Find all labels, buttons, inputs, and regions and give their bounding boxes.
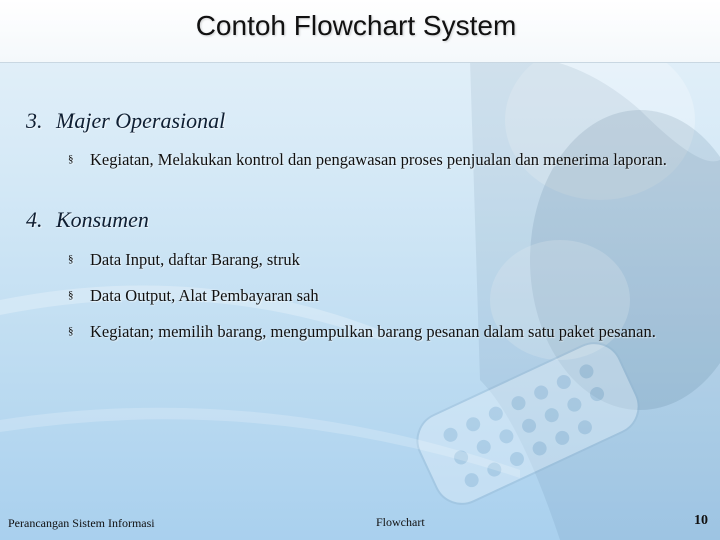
section-heading-majer-operasional bbox=[26, 108, 225, 134]
bullet-item bbox=[68, 248, 698, 271]
bullet-text: Kegiatan; memilih barang, mengumpulkan barang pesanan dalam satu paket pesanan. bbox=[90, 322, 656, 341]
section-number: 3. bbox=[26, 108, 43, 133]
section-number: 4. bbox=[26, 207, 43, 232]
bullet-item bbox=[68, 320, 698, 343]
bullet-icon: § bbox=[68, 253, 74, 265]
bullet-icon: § bbox=[68, 325, 74, 337]
bullet-text: Data Output, Alat Pembayaran sah bbox=[90, 286, 319, 305]
bullet-item bbox=[68, 148, 698, 171]
footer-topic: Flowchart bbox=[376, 515, 425, 529]
section-heading-konsumen bbox=[26, 207, 149, 233]
section-title: Konsumen bbox=[56, 207, 149, 232]
bullet-text: Data Input, daftar Barang, struk bbox=[90, 250, 300, 269]
bullet-icon: § bbox=[68, 289, 74, 301]
bullet-icon: § bbox=[68, 153, 74, 165]
page-number: 10 bbox=[694, 513, 708, 528]
footer-course-title: Perancangan Sistem Informasi bbox=[8, 516, 155, 530]
section-title: Majer Operasional bbox=[56, 108, 226, 133]
slide-title: Contoh Flowchart System bbox=[195, 10, 517, 41]
bullet-text: Kegiatan, Melakukan kontrol dan pengawasan proses penjualan dan menerima laporan. bbox=[90, 150, 667, 169]
bullet-item bbox=[68, 284, 698, 307]
title-bar bbox=[0, 0, 720, 63]
